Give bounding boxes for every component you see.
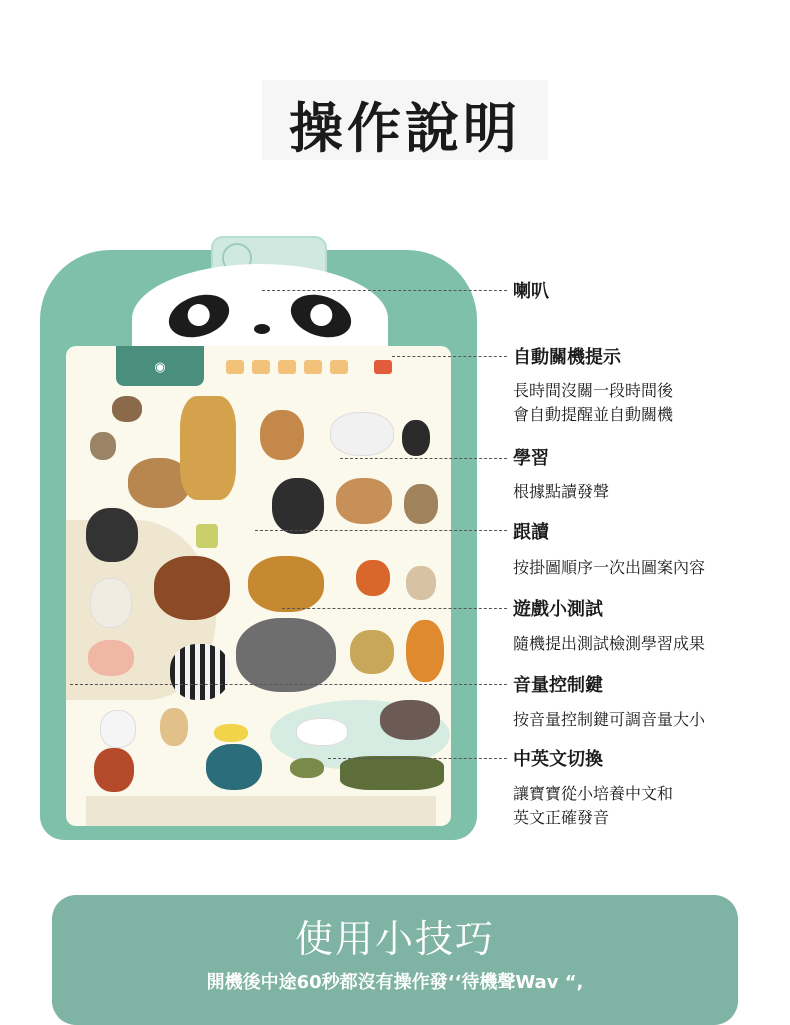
brand-logo: ◉: [116, 346, 204, 386]
rooster-illustration: [94, 748, 134, 792]
page-title: 操作說明: [289, 97, 521, 160]
sheep-illustration: [90, 578, 132, 628]
power-button: [374, 360, 392, 374]
volume-button: [304, 360, 322, 374]
deer-illustration: [336, 478, 392, 524]
giraffe-illustration: [180, 396, 236, 500]
callout-text-language-2: 英文正確發音: [513, 808, 610, 827]
callout-heading-follow: 跟讀: [513, 522, 549, 543]
tortoise-illustration: [290, 758, 324, 778]
tips-text: 開機後中途60秒都沒有操作發‘‘待機聲Wav “,: [206, 972, 584, 993]
leopard-illustration: [350, 630, 394, 674]
tiger-illustration: [406, 620, 444, 682]
callout-heading-volume: 音量控制鍵: [513, 675, 603, 696]
kangaroo-illustration: [260, 410, 304, 460]
owl-illustration: [90, 432, 116, 460]
callout-heading-auto-off: 自動關機提示: [513, 347, 621, 368]
leader-line-volume: [70, 684, 507, 685]
language-button: [330, 360, 348, 374]
elephant-illustration: [236, 618, 336, 692]
fox-illustration: [356, 560, 390, 596]
callout-text-game: 隨機提出測試檢測學習成果: [513, 634, 706, 653]
callout-heading-speaker: 喇叭: [513, 281, 549, 302]
callout-heading-language: 中英文切換: [513, 749, 603, 770]
callout-text-follow: 按掛圖順序一次出圖案內容: [513, 558, 706, 577]
crocodile-illustration: [340, 756, 444, 790]
mode-button: [226, 360, 244, 374]
speaker-box-illustration: [196, 524, 218, 548]
game-button: [278, 360, 296, 374]
leader-line-speaker: [262, 290, 507, 291]
peacock-illustration: [206, 744, 262, 790]
callout-text-volume: 按音量控制鍵可調音量大小: [513, 710, 706, 729]
panda-nose: [254, 324, 270, 334]
goose-illustration: [100, 710, 136, 748]
polar-bear-illustration: [330, 412, 394, 456]
callout-heading-learn: 學習: [513, 448, 549, 469]
pig-illustration: [88, 640, 134, 676]
panda-illustration: [272, 478, 324, 534]
leader-line-auto-off: [392, 356, 507, 357]
callout-text-learn: 根據點讀發聲: [513, 482, 610, 501]
rabbit-illustration: [406, 566, 436, 600]
leader-line-follow: [255, 530, 507, 531]
eagle-illustration: [112, 396, 142, 422]
leader-line-game: [282, 608, 507, 609]
hippo-illustration: [380, 700, 440, 740]
cow-illustration: [86, 508, 138, 562]
monkey-illustration: [404, 484, 438, 524]
follow-button: [252, 360, 270, 374]
lion-illustration: [248, 556, 324, 612]
swan-illustration: [296, 718, 348, 746]
penguin-illustration: [402, 420, 430, 456]
zebra-illustration: [170, 644, 230, 700]
leader-line-learn: [340, 458, 507, 459]
callout-text-auto-off-2: 會自動提醒並自動關機: [513, 405, 674, 424]
callout-text-auto-off-1: 長時間沒關一段時間後: [513, 381, 674, 400]
tips-title: 使用小技巧: [294, 917, 495, 961]
callout-text-language-1: 讓寶寶從小培養中文和: [513, 784, 674, 803]
callout-heading-game: 遊戲小測試: [513, 599, 603, 620]
dog-illustration: [160, 708, 188, 746]
poster-info-strip: [86, 796, 436, 826]
leader-line-language: [328, 758, 507, 759]
horse-illustration: [154, 556, 230, 620]
duckling-illustration: [214, 724, 248, 742]
